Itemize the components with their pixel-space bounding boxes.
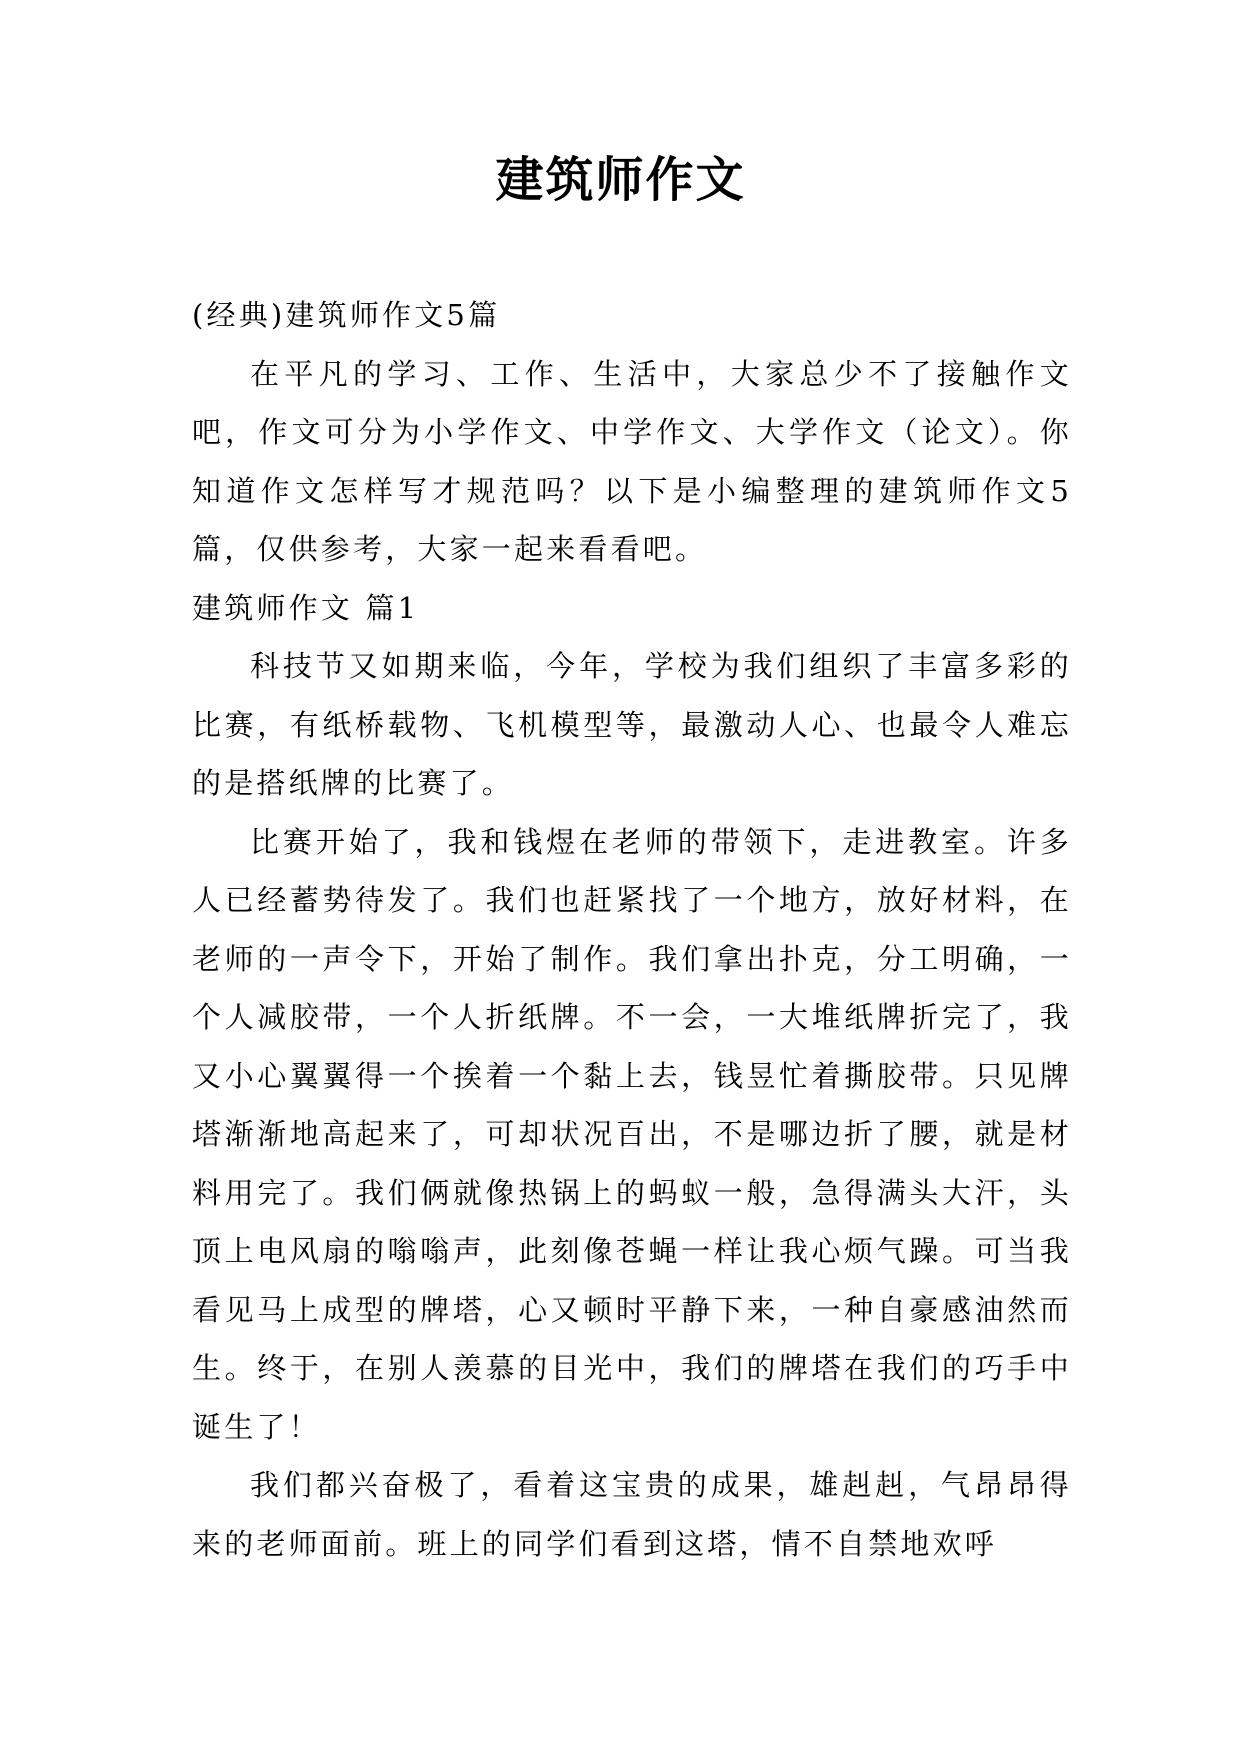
document-title: 建筑师作文: [495, 152, 746, 208]
body-paragraph: 我们都兴奋极了，看着这宝贵的成果，雄赳赳，气昂昂得来的老师面前。班上的同学们看到这塔，情不自禁地欢呼: [192, 1468, 1072, 1561]
document-body: [192, 286, 1072, 1573]
intro-paragraph: 在平凡的学习、工作、生活中，大家总少不了接触作文吧，作文可分为小学作文、中学作文、大学作文（论文）。你知道作文怎样写才规范吗？以下是小编整理的建筑师作文5篇，仅供参考，大家一起来看看吧。: [192, 356, 1072, 566]
subtitle-line: (经典)建筑师作文5篇: [192, 298, 501, 332]
section-heading: 建筑师作文 篇1: [192, 590, 420, 625]
body-paragraph: 比赛开始了，我和钱煜在老师的带领下，走进教室。许多人已经蓄势待发了。我们也赶紧找了一个地方，放好材料，在老师的一声令下，开始了制作。我们拿出扑克，分工明确，一个人减胶带，一个人折纸牌。不一会，一大堆纸牌折完了，我又小心翼翼得一个挨着一个黏上去，钱昱忙着撕胶带。只见牌塔渐渐地高起来了，可却状况百出，不是哪边折了腰，就是材料用完了。我们俩就像热锅上的蚂蚁一般，急得满头大汗，头顶上电风扇的嗡嗡声，此刻像苍蝇一样让我心烦气躁。可当我看见马上成型的牌塔，心又顿时平静下来，一种自豪感油然而生。终于，在别人羡慕的目光中，我们的牌塔在我们的巧手中诞生了！: [192, 824, 1072, 1444]
body-paragraph: 科技节又如期来临，今年，学校为我们组织了丰富多彩的比赛，有纸桥载物、飞机模型等，最激动人心、也最令人难忘的是搭纸牌的比赛了。: [192, 649, 1072, 800]
